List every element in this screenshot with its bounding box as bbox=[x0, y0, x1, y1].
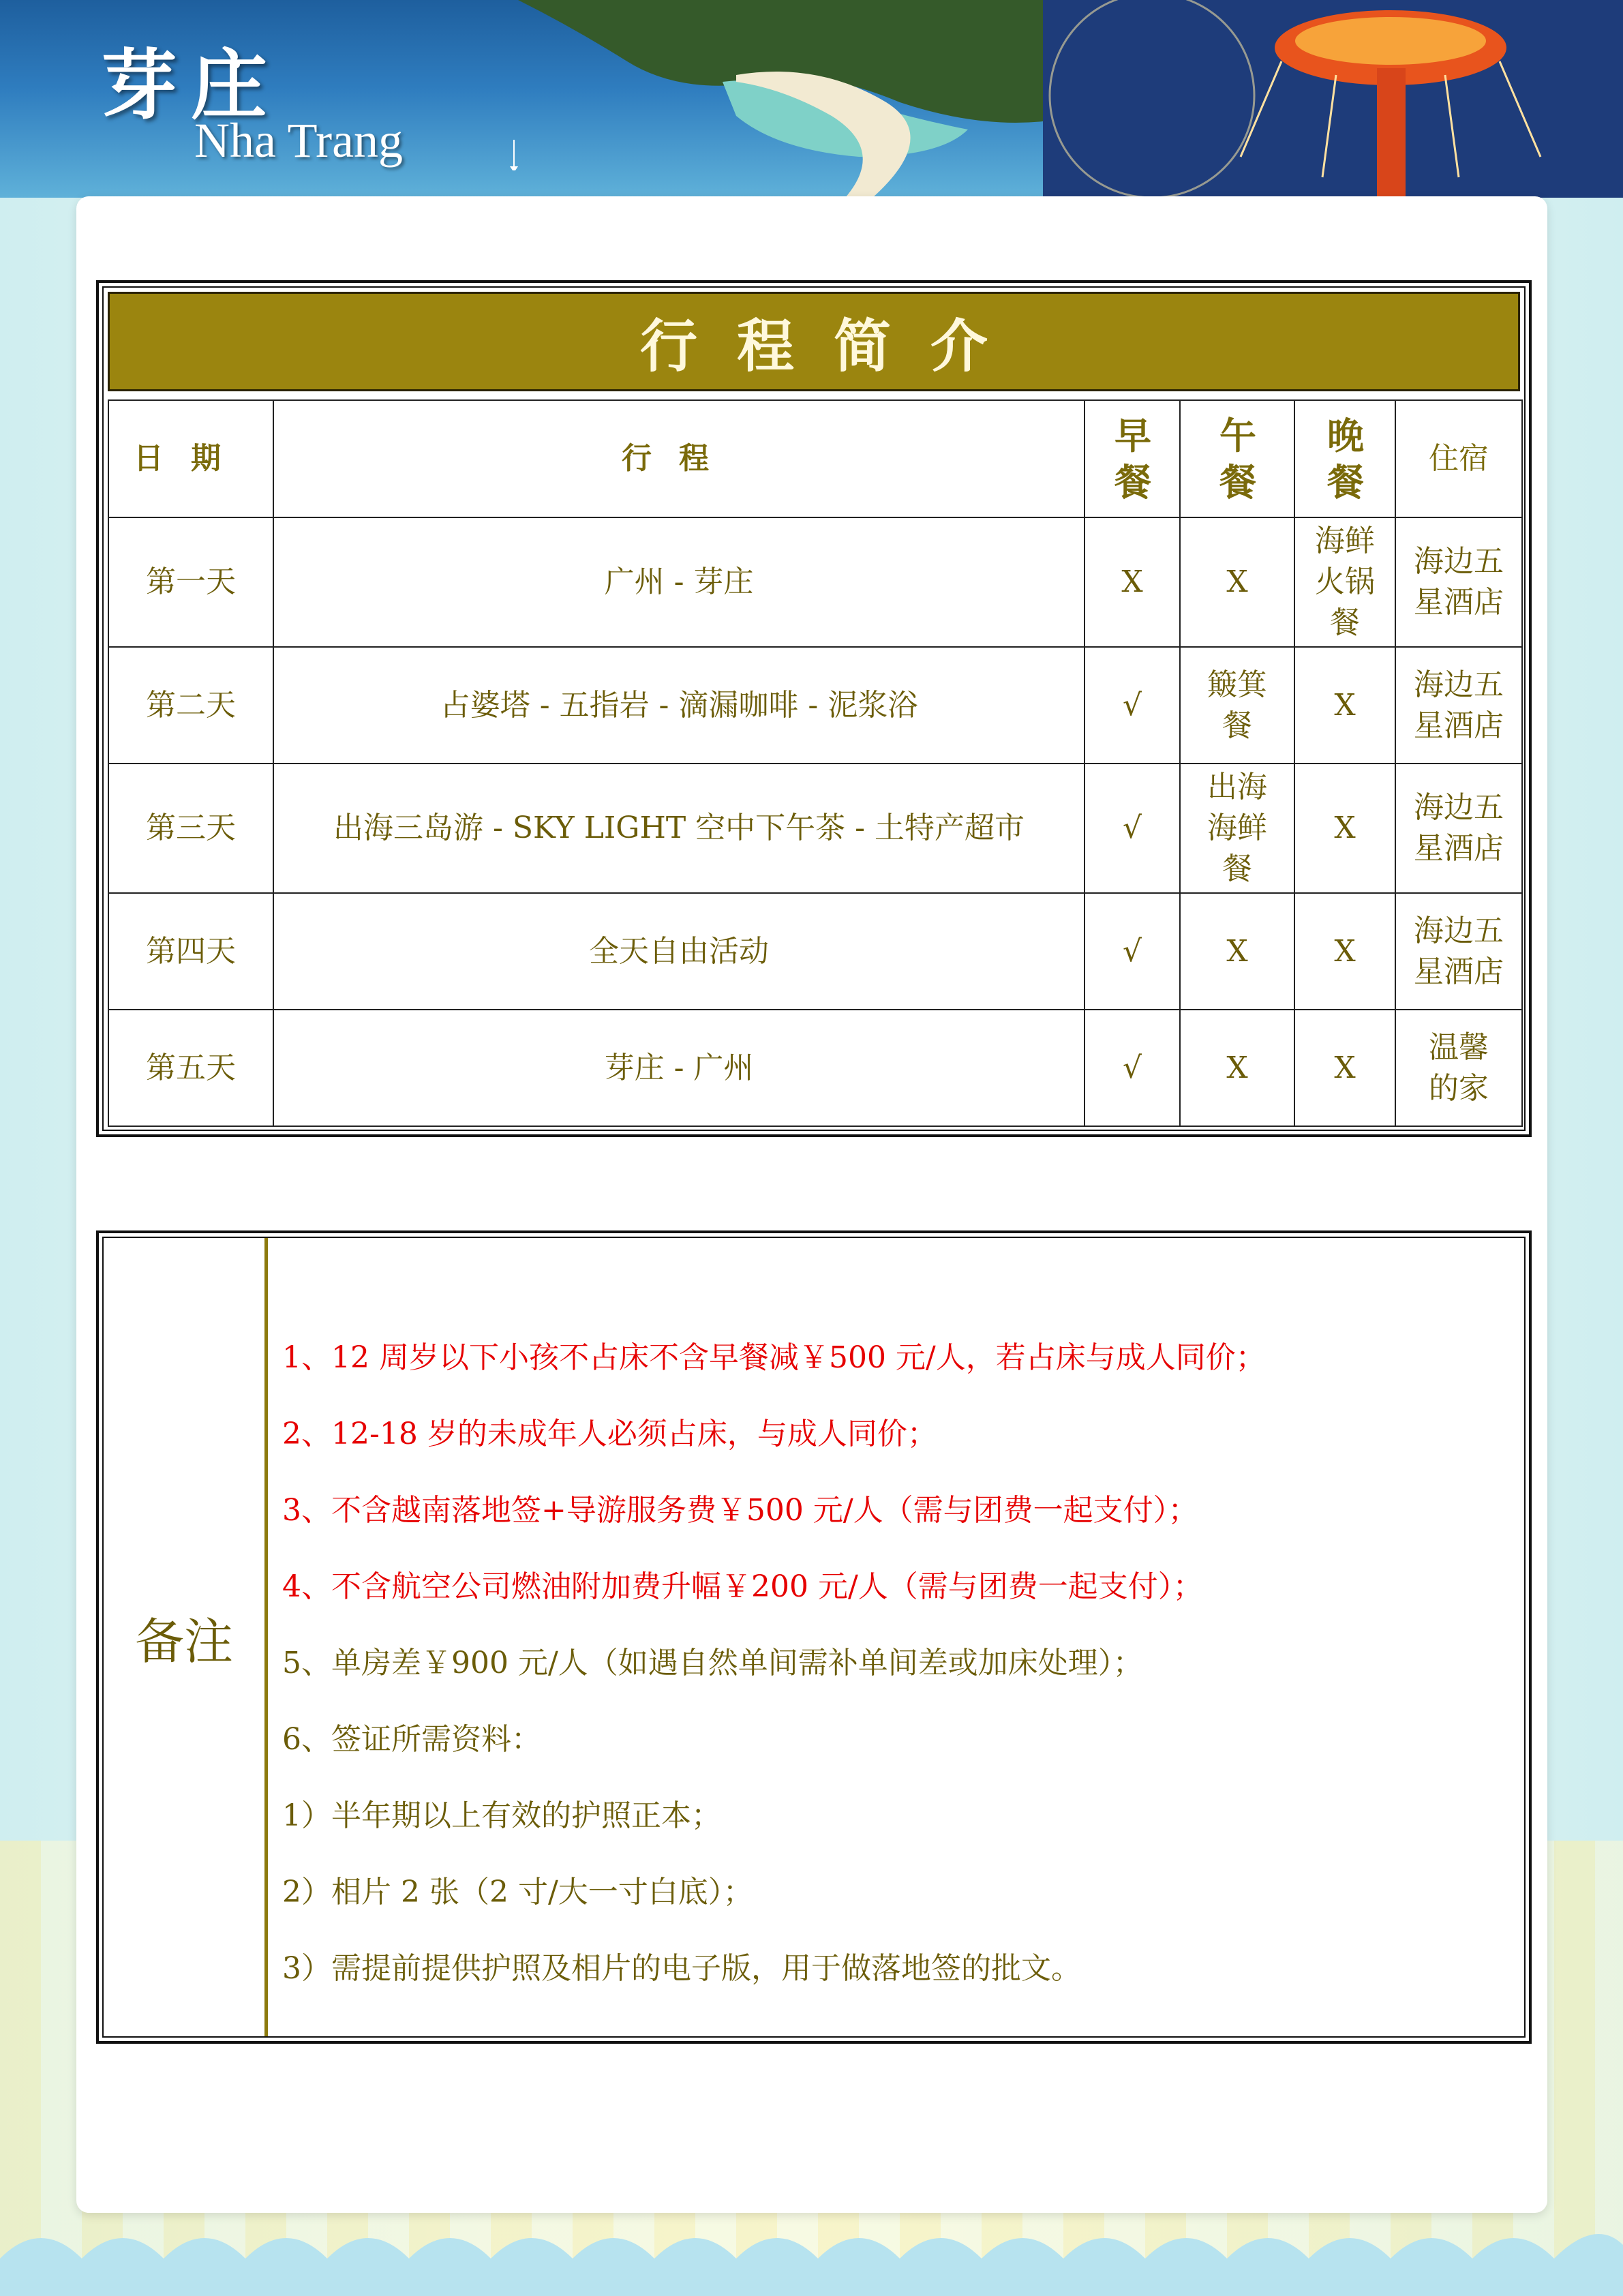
notes-list bbox=[282, 1320, 1504, 2007]
itinerary-table-inner bbox=[102, 286, 1526, 1131]
breakfast-cell: X bbox=[1084, 517, 1180, 647]
hotel-cell: 海边五星酒店 bbox=[1395, 764, 1522, 893]
lunch-cell: X bbox=[1180, 893, 1294, 1010]
day-cell: 第三天 bbox=[108, 764, 273, 893]
lunch-cell: 簸箕餐 bbox=[1180, 647, 1294, 764]
table-row bbox=[108, 1010, 1522, 1126]
dinner-cell: X bbox=[1294, 893, 1395, 1010]
day-cell: 第五天 bbox=[108, 1010, 273, 1126]
header-banner bbox=[0, 0, 1623, 198]
hotel-cell: 海边五星酒店 bbox=[1395, 893, 1522, 1010]
list-item: 3、不含越南落地签+导游服务费￥500 元/人（需与团费一起支付）； bbox=[282, 1493, 1198, 1528]
table-row bbox=[108, 764, 1522, 893]
route-cell: 占婆塔 - 五指岩 - 滴漏咖啡 - 泥浆浴 bbox=[273, 647, 1084, 764]
banner-title: 芽庄 bbox=[101, 42, 281, 130]
table-row bbox=[108, 893, 1522, 1010]
breakfast-cell: √ bbox=[1084, 1010, 1180, 1126]
hotel-cell: 海边五星酒店 bbox=[1395, 517, 1522, 647]
header-date: 日期 bbox=[108, 400, 273, 517]
list-item: 2）相片 2 张（2 寸/大一寸白底）； bbox=[282, 1875, 753, 1909]
route-cell: 芽庄 - 广州 bbox=[273, 1010, 1084, 1126]
table-row bbox=[108, 517, 1522, 647]
list-item: 2、12-18 岁的未成年人必须占床，与成人同价； bbox=[282, 1417, 937, 1451]
notes-label: 备注 bbox=[104, 1238, 268, 2036]
day-cell: 第一天 bbox=[108, 517, 273, 647]
list-item: 1）半年期以上有效的护照正本； bbox=[282, 1798, 721, 1833]
itinerary-title: 行程简介 bbox=[108, 292, 1520, 391]
breakfast-cell: √ bbox=[1084, 647, 1180, 764]
route-cell: 出海三岛游 - SKY LIGHT 空中下午茶 - 土特产超市 bbox=[273, 764, 1084, 893]
list-item: 6、签证所需资料： bbox=[282, 1722, 541, 1757]
itinerary-grid bbox=[108, 399, 1523, 1127]
notes-table bbox=[96, 1230, 1532, 2044]
breakfast-cell: √ bbox=[1084, 893, 1180, 1010]
hotel-cell: 海边五星酒店 bbox=[1395, 647, 1522, 764]
table-row bbox=[108, 647, 1522, 764]
header-route: 行程 bbox=[273, 400, 1084, 517]
hotel-cell: 温馨的家 bbox=[1395, 1010, 1522, 1126]
day-cell: 第四天 bbox=[108, 893, 273, 1010]
route-cell: 全天自由活动 bbox=[273, 893, 1084, 1010]
itinerary-table bbox=[96, 280, 1532, 1137]
dinner-cell: X bbox=[1294, 647, 1395, 764]
header-dinner: 晚餐 bbox=[1294, 400, 1395, 517]
lunch-cell: X bbox=[1180, 1010, 1294, 1126]
list-item: 3）需提前提供护照及相片的电子版，用于做落地签的批文。 bbox=[282, 1951, 1081, 1986]
header-hotel: 住宿 bbox=[1395, 400, 1522, 517]
breakfast-cell: √ bbox=[1084, 764, 1180, 893]
list-item: 5、单房差￥900 元/人（如遇自然单间需补单间差或加床处理）； bbox=[282, 1646, 1143, 1680]
day-cell: 第二天 bbox=[108, 647, 273, 764]
dinner-cell: X bbox=[1294, 764, 1395, 893]
route-cell: 广州 - 芽庄 bbox=[273, 517, 1084, 647]
notes-table-inner bbox=[102, 1237, 1526, 2038]
dinner-cell: 海鲜火锅餐 bbox=[1294, 517, 1395, 647]
header-breakfast: 早餐 bbox=[1084, 400, 1180, 517]
lunch-cell: 出海海鲜餐 bbox=[1180, 764, 1294, 893]
list-item: 1、12 周岁以下小孩不占床不含早餐减￥500 元/人，若占床与成人同价； bbox=[282, 1340, 1266, 1375]
banner-subtitle: Nha Trang bbox=[194, 113, 404, 168]
header-lunch: 午餐 bbox=[1180, 400, 1294, 517]
lunch-cell: X bbox=[1180, 517, 1294, 647]
itinerary-header-row bbox=[108, 400, 1522, 517]
list-item: 4、不含航空公司燃油附加费升幅￥200 元/人（需与团费一起支付）； bbox=[282, 1569, 1203, 1604]
background-wave-border bbox=[0, 2218, 1623, 2296]
dinner-cell: X bbox=[1294, 1010, 1395, 1126]
